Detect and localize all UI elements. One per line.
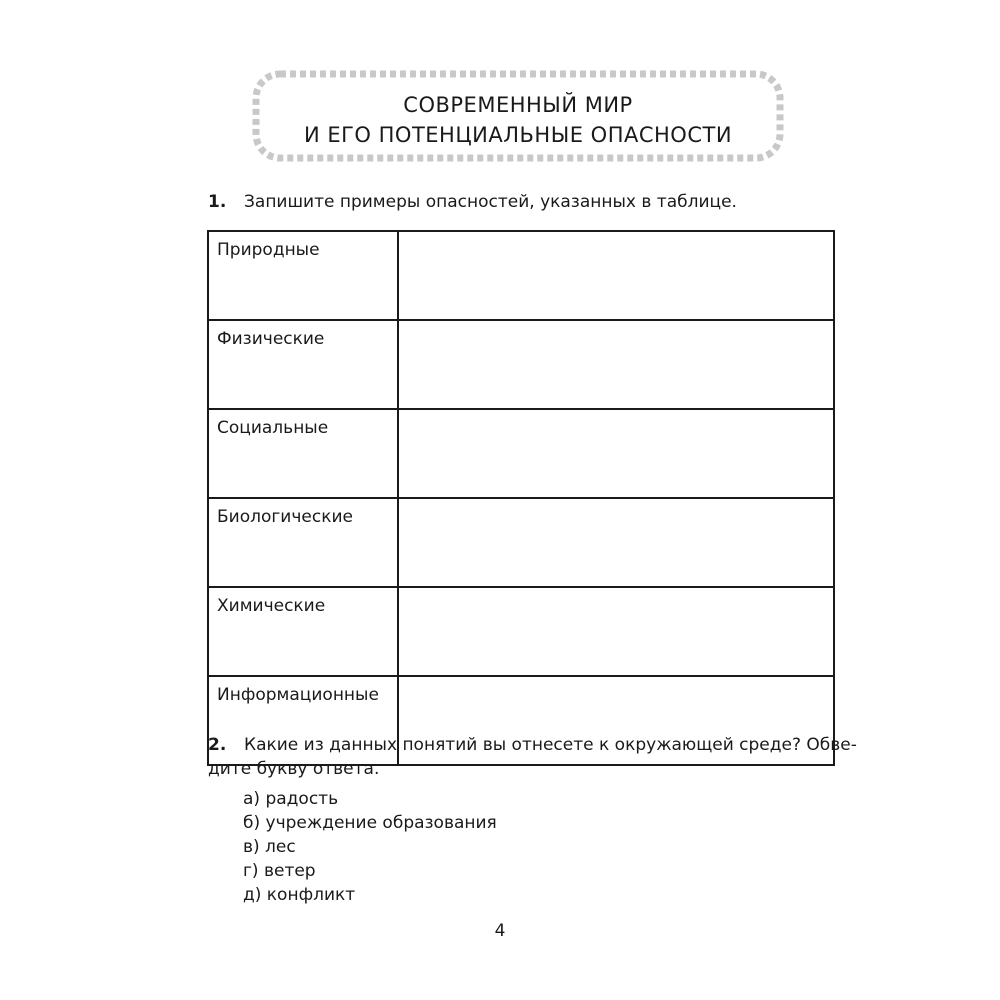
category-cell: Информационные — [208, 676, 398, 765]
table-row — [208, 587, 834, 676]
task-2-text-line-1: Какие из данных понятий вы отнесете к окружающей среде? Обве- — [244, 735, 857, 755]
answer-cell[interactable] — [398, 231, 834, 320]
option-b[interactable]: б) учреждение образования — [243, 813, 497, 833]
category-cell: Химические — [208, 587, 398, 676]
answer-cell[interactable] — [398, 498, 834, 587]
option-v[interactable]: в) лес — [243, 837, 296, 857]
answer-cell[interactable] — [398, 320, 834, 409]
page-title — [252, 90, 784, 150]
table-row — [208, 231, 834, 320]
category-cell: Природные — [208, 231, 398, 320]
table-row — [208, 409, 834, 498]
title-line-2: И ЕГО ПОТЕНЦИАЛЬНЫЕ ОПАСНОСТИ — [303, 123, 733, 147]
option-a[interactable]: а) радость — [243, 789, 339, 809]
table-row — [208, 498, 834, 587]
title-frame — [252, 70, 784, 162]
task-2-text-line-2: дите букву ответа. — [208, 759, 380, 779]
task-1-number: 1. — [208, 192, 227, 212]
hazards-table — [207, 230, 835, 766]
category-cell: Социальные — [208, 409, 398, 498]
page-number: 4 — [494, 921, 506, 941]
category-cell: Биологические — [208, 498, 398, 587]
task-2-number: 2. — [208, 735, 227, 755]
answer-cell[interactable] — [398, 587, 834, 676]
answer-options — [243, 787, 497, 907]
task-1-text: Запишите примеры опасностей, указанных в таблице. — [244, 192, 737, 212]
option-d[interactable]: д) конфликт — [243, 885, 356, 905]
answer-cell[interactable] — [398, 409, 834, 498]
table-row — [208, 320, 834, 409]
category-cell: Физические — [208, 320, 398, 409]
title-line-1: СОВРЕМЕННЫЙ МИР — [403, 93, 633, 117]
option-g[interactable]: г) ветер — [243, 861, 316, 881]
